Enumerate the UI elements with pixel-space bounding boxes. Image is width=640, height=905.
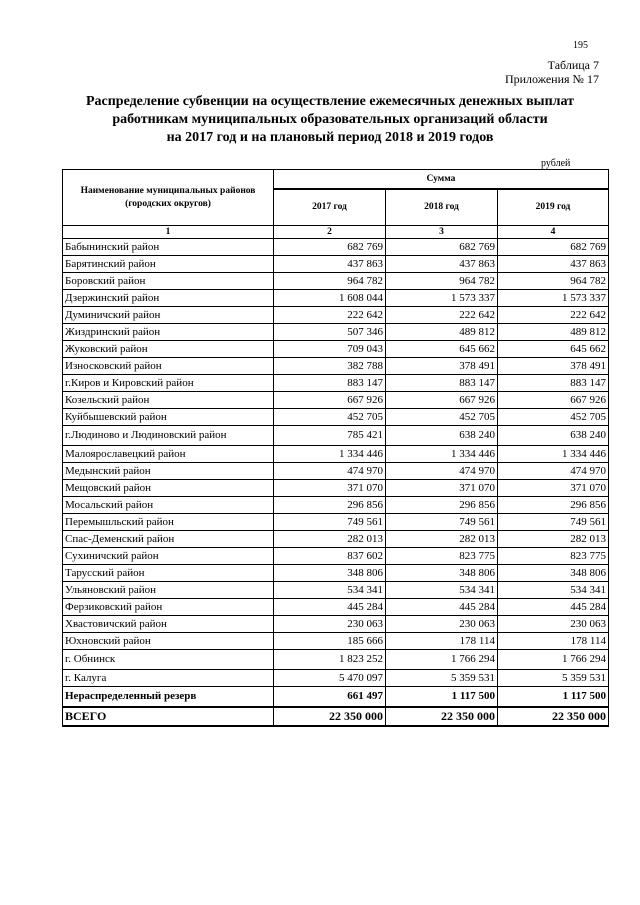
value-2017: 883 147 [274,375,386,392]
value-2019: 474 970 [498,463,609,480]
table-row [63,565,609,582]
value-2019: 1 334 446 [498,446,609,463]
district-name: Износковский район [63,358,274,375]
district-name: ВСЕГО [63,707,274,726]
value-2019: 222 642 [498,307,609,324]
value-2017: 437 863 [274,256,386,273]
value-2018: 749 561 [386,514,498,531]
value-2018: 282 013 [386,531,498,548]
table-body [63,239,609,727]
value-2018: 22 350 000 [386,707,498,726]
value-2017: 534 341 [274,582,386,599]
value-2019: 378 491 [498,358,609,375]
value-2019: 22 350 000 [498,707,609,726]
table-row [63,480,609,497]
value-2017: 837 602 [274,548,386,565]
district-name: Малоярославецкий район [63,446,274,463]
district-name: Тарусский район [63,565,274,582]
value-2018: 445 284 [386,599,498,616]
value-2019: 638 240 [498,426,609,446]
value-2017: 749 561 [274,514,386,531]
value-2019: 230 063 [498,616,609,633]
value-2018: 645 662 [386,341,498,358]
value-2019: 645 662 [498,341,609,358]
units-label: рублей [541,158,571,169]
value-2019: 964 782 [498,273,609,290]
district-name: г.Киров и Кировский район [63,375,274,392]
table-row [63,707,609,726]
district-name: Сухиничский район [63,548,274,565]
value-2018: 474 970 [386,463,498,480]
value-2018: 348 806 [386,565,498,582]
value-2019: 5 359 531 [498,670,609,687]
value-2018: 452 705 [386,409,498,426]
value-2019: 749 561 [498,514,609,531]
value-2018: 296 856 [386,497,498,514]
value-2017: 667 926 [274,392,386,409]
table-row [63,324,609,341]
value-2017: 785 421 [274,426,386,446]
value-2018: 1 117 500 [386,687,498,708]
header-sum: Сумма [274,170,609,190]
value-2017: 371 070 [274,480,386,497]
district-name: Жиздринский район [63,324,274,341]
value-2017: 507 346 [274,324,386,341]
column-index: 2 [274,226,386,239]
district-name: Боровский район [63,273,274,290]
value-2017: 296 856 [274,497,386,514]
value-2019: 489 812 [498,324,609,341]
value-2019: 437 863 [498,256,609,273]
value-2018: 437 863 [386,256,498,273]
value-2018: 371 070 [386,480,498,497]
column-index: 3 [386,226,498,239]
value-2018: 638 240 [386,426,498,446]
page-number: 195 [573,40,588,51]
table-row [63,446,609,463]
district-name: Козельский район [63,392,274,409]
district-name: Ульяновский район [63,582,274,599]
value-2018: 1 573 337 [386,290,498,307]
value-2017: 964 782 [274,273,386,290]
value-2019: 1 766 294 [498,650,609,670]
table-row [63,633,609,650]
district-name: г. Обнинск [63,650,274,670]
value-2017: 282 013 [274,531,386,548]
value-2019: 445 284 [498,599,609,616]
table-row [63,409,609,426]
column-index: 1 [63,226,274,239]
table-row [63,426,609,446]
table-row [63,582,609,599]
table-row [63,599,609,616]
document-title [60,93,600,147]
table-reference-line2: Приложения № 17 [504,72,599,86]
value-2017: 1 823 252 [274,650,386,670]
value-2017: 474 970 [274,463,386,480]
table-row [63,341,609,358]
value-2017: 222 642 [274,307,386,324]
district-name: Дзержинский район [63,290,274,307]
value-2017: 682 769 [274,239,386,256]
table-row [63,392,609,409]
table-row [63,239,609,256]
table-row [63,307,609,324]
value-2019: 823 775 [498,548,609,565]
value-2017: 5 470 097 [274,670,386,687]
value-2017: 185 666 [274,633,386,650]
header-2019: 2019 год [498,189,609,225]
value-2017: 22 350 000 [274,707,386,726]
header-name: Наименование муниципальных районов (городских округов) [63,170,274,226]
value-2019: 667 926 [498,392,609,409]
value-2017: 1 334 446 [274,446,386,463]
table-row [63,375,609,392]
value-2018: 1 334 446 [386,446,498,463]
district-name: Жуковский район [63,341,274,358]
value-2019: 178 114 [498,633,609,650]
table-reference [505,58,599,86]
district-name: Хвастовичский район [63,616,274,633]
district-name: Спас-Деменский район [63,531,274,548]
district-name: Думиничский район [63,307,274,324]
district-name: Мещовский район [63,480,274,497]
value-2017: 382 788 [274,358,386,375]
value-2019: 883 147 [498,375,609,392]
table-row [63,358,609,375]
table-reference-line1: Таблица 7 [547,58,599,72]
value-2019: 534 341 [498,582,609,599]
table-row [63,670,609,687]
district-name: г.Людиново и Людиновский район [63,426,274,446]
value-2017: 348 806 [274,565,386,582]
header-2018: 2018 год [386,189,498,225]
value-2018: 883 147 [386,375,498,392]
value-2019: 371 070 [498,480,609,497]
district-name: Куйбышевский район [63,409,274,426]
value-2018: 378 491 [386,358,498,375]
value-2019: 348 806 [498,565,609,582]
value-2019: 1 117 500 [498,687,609,708]
table-row [63,548,609,565]
value-2018: 682 769 [386,239,498,256]
value-2017: 661 497 [274,687,386,708]
value-2017: 445 284 [274,599,386,616]
value-2017: 230 063 [274,616,386,633]
column-index: 4 [498,226,609,239]
value-2018: 230 063 [386,616,498,633]
value-2019: 452 705 [498,409,609,426]
table-row [63,687,609,708]
table-row [63,463,609,480]
value-2019: 282 013 [498,531,609,548]
value-2017: 709 043 [274,341,386,358]
title-line2: работникам муниципальных образовательных организаций области [112,112,548,127]
title-line3: на 2017 год и на плановый период 2018 и 2019 годов [166,130,494,145]
title-line1: Распределение субвенции на осуществление ежемесячных денежных выплат [85,94,575,109]
table-row [63,616,609,633]
district-name: Барятинский район [63,256,274,273]
district-name: Перемышльский район [63,514,274,531]
table-row [63,273,609,290]
district-name: Мосальский район [63,497,274,514]
header-2017: 2017 год [274,189,386,225]
value-2019: 682 769 [498,239,609,256]
table-row [63,514,609,531]
value-2018: 222 642 [386,307,498,324]
table-row [63,531,609,548]
value-2018: 489 812 [386,324,498,341]
value-2018: 178 114 [386,633,498,650]
value-2018: 5 359 531 [386,670,498,687]
table-row [63,256,609,273]
district-name: Бабынинский район [63,239,274,256]
table-row [63,497,609,514]
value-2018: 534 341 [386,582,498,599]
value-2019: 1 573 337 [498,290,609,307]
district-name: Юхновский район [63,633,274,650]
district-name: Медынский район [63,463,274,480]
subsidy-table [62,169,609,727]
table-row [63,290,609,307]
value-2018: 823 775 [386,548,498,565]
value-2019: 296 856 [498,497,609,514]
value-2018: 964 782 [386,273,498,290]
value-2018: 1 766 294 [386,650,498,670]
district-name: Ферзиковский район [63,599,274,616]
value-2017: 452 705 [274,409,386,426]
value-2017: 1 608 044 [274,290,386,307]
district-name: г. Калуга [63,670,274,687]
district-name: Нераспределенный резерв [63,687,274,708]
value-2018: 667 926 [386,392,498,409]
table-row [63,650,609,670]
